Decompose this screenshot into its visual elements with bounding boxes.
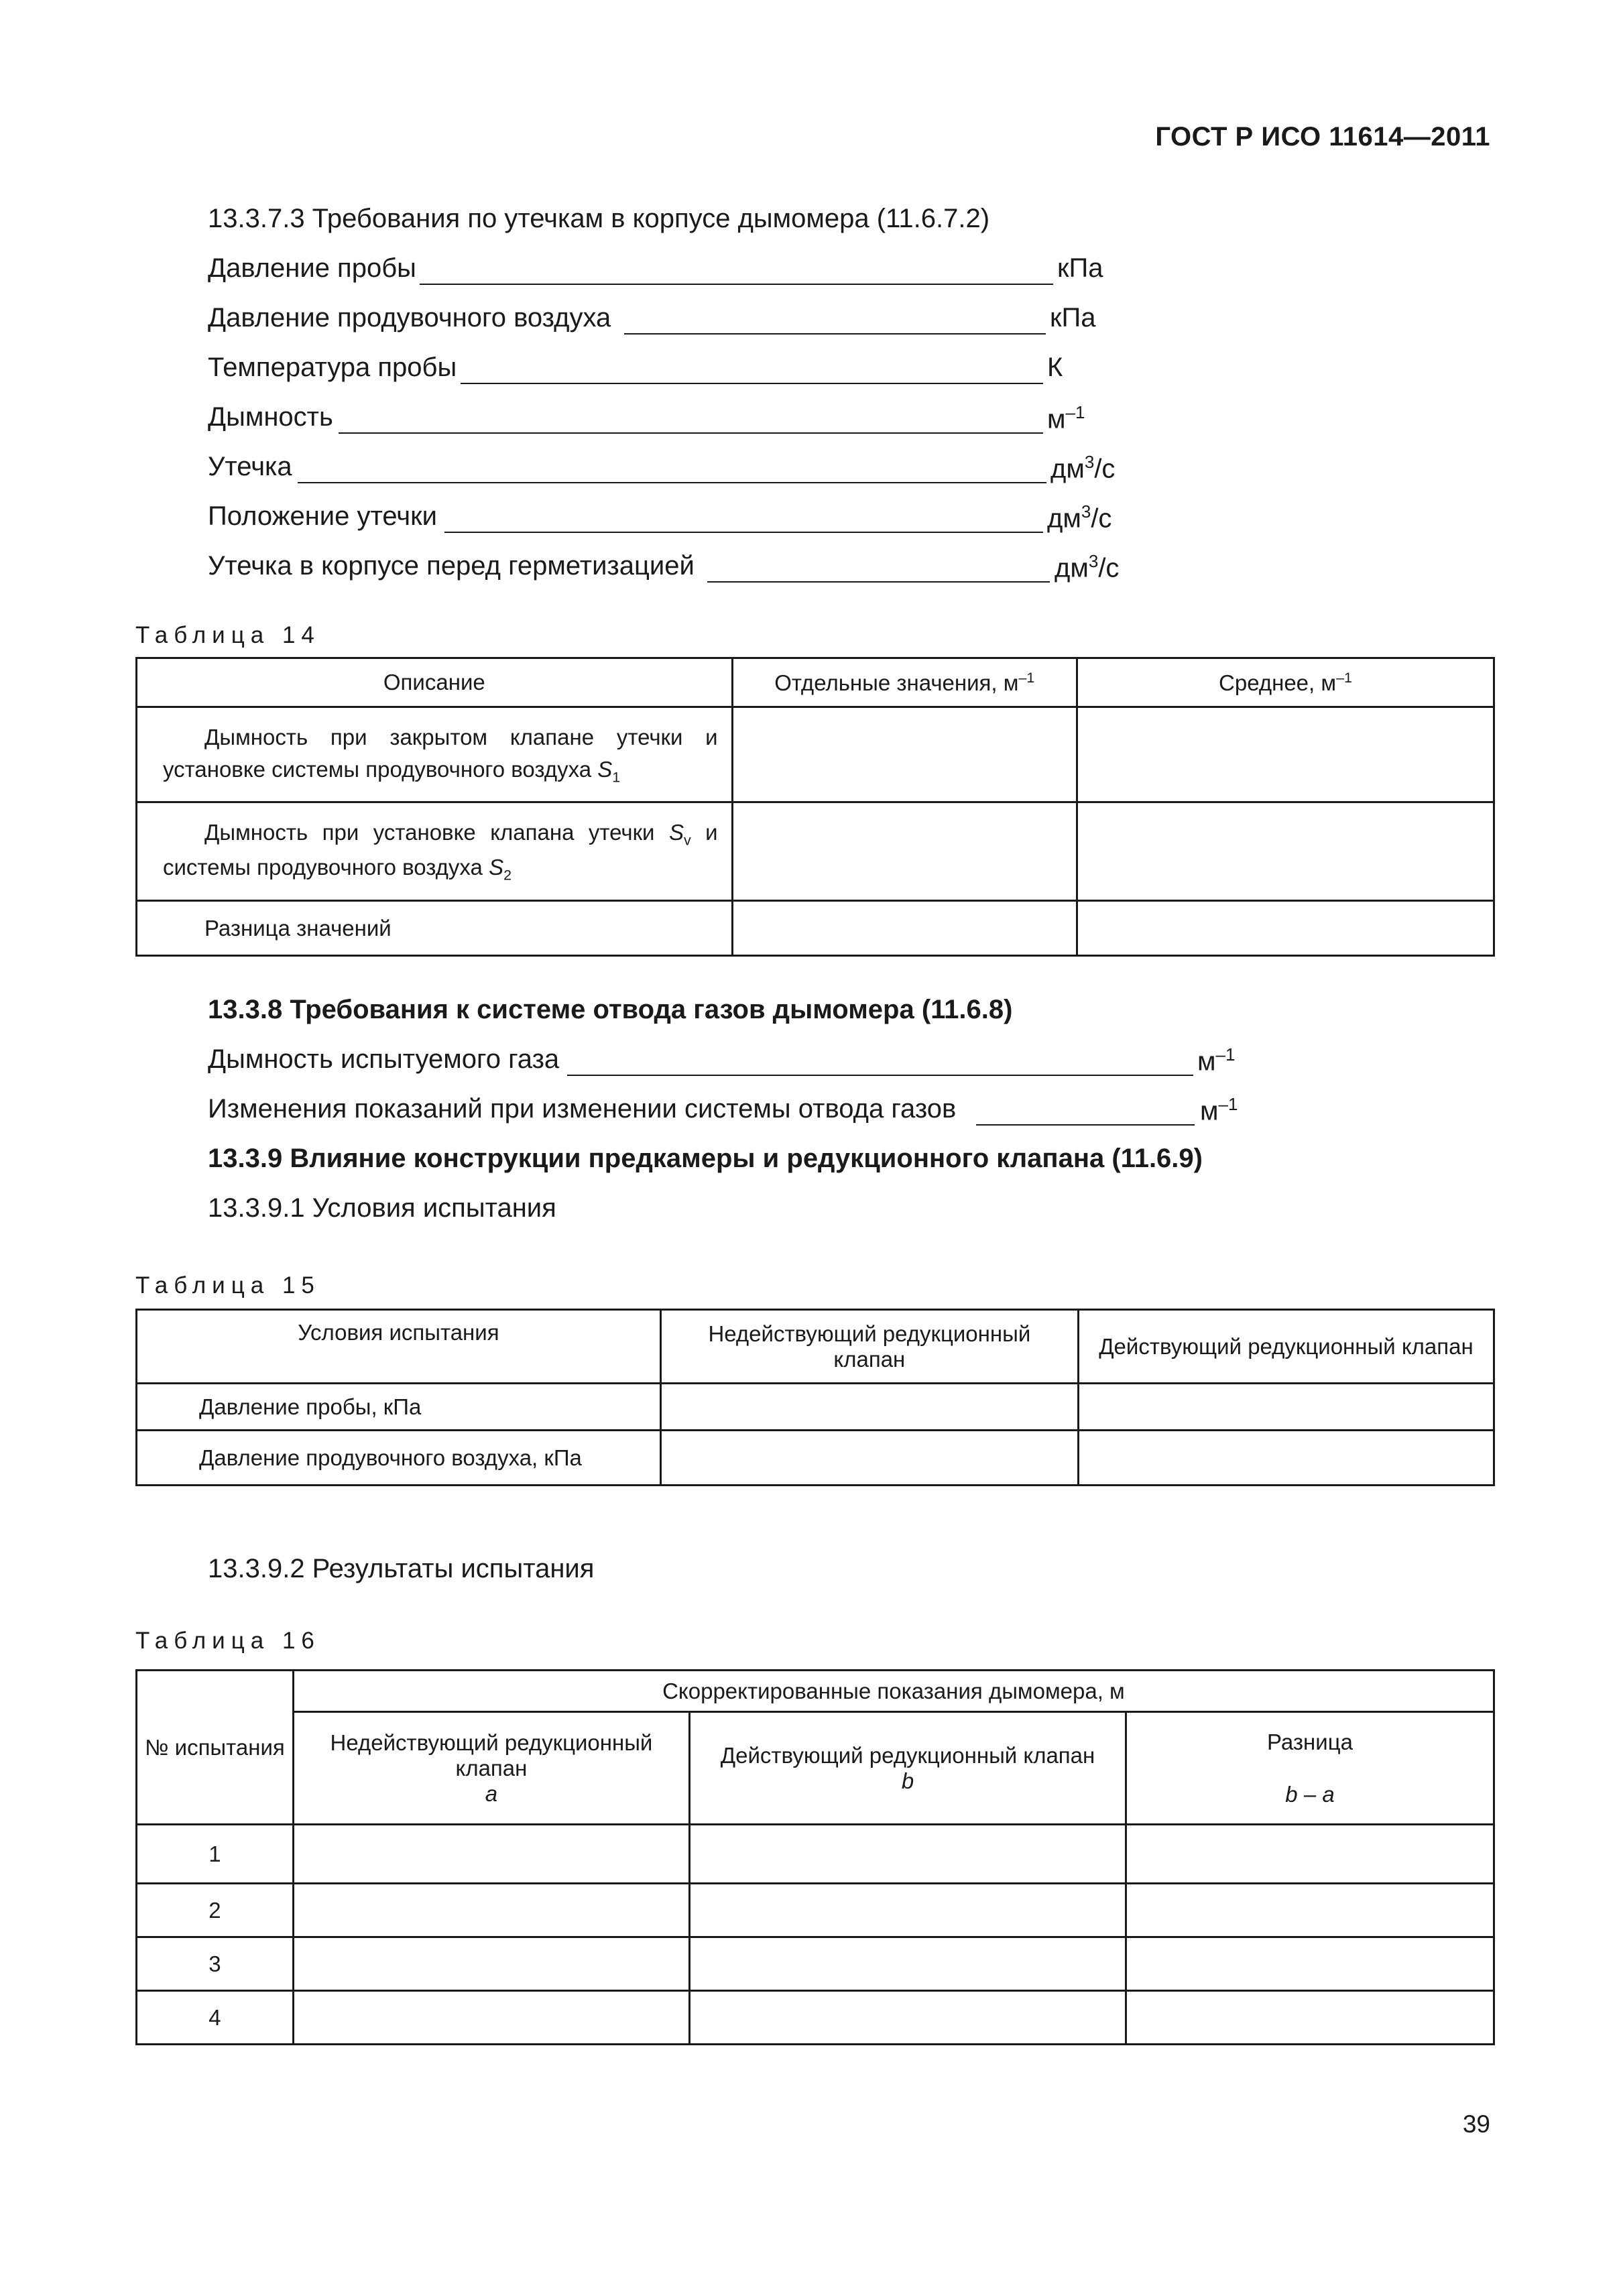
field-label-opacity: Дымность xyxy=(208,402,333,432)
table-15-header-row xyxy=(137,1310,1494,1384)
table-16-row-number: 1 xyxy=(137,1825,294,1884)
table-14-header-row xyxy=(137,658,1494,707)
table-15-header-conditions: Условия испытания xyxy=(137,1310,661,1384)
table-15-header-active: Действующий редукционный клапан xyxy=(1078,1310,1494,1384)
table-16-cell[interactable] xyxy=(1126,1937,1494,1991)
table-row xyxy=(137,1884,1494,1937)
table-16-cell[interactable] xyxy=(690,1991,1126,2045)
table-16-cell[interactable] xyxy=(690,1937,1126,1991)
table-row xyxy=(137,802,1494,901)
fill-line-purge-air-pressure[interactable] xyxy=(624,333,1046,335)
table-14-row-1-mean-cell[interactable] xyxy=(1077,707,1494,802)
table-14-row-3-individual-cell[interactable] xyxy=(732,901,1077,956)
field-label-leak: Утечка xyxy=(208,452,292,481)
table-14-row-3-mean-cell[interactable] xyxy=(1077,901,1494,956)
table-16-header-active: Действующий редукционный клапан b xyxy=(690,1712,1126,1825)
table-16-header-row-1 xyxy=(137,1671,1494,1712)
fill-line-exhaust-change[interactable] xyxy=(976,1124,1195,1126)
table-14-row-1-individual-cell[interactable] xyxy=(732,707,1077,802)
unit-sample-pressure: кПа xyxy=(1057,253,1103,283)
field-label-sample-temperature: Температура пробы xyxy=(208,353,457,382)
table-14-row-2-mean-cell[interactable] xyxy=(1077,802,1494,901)
field-label-exhaust-change: Изменения показаний при изменении системы отвода газов xyxy=(208,1094,957,1124)
table-15-row-2-active-cell[interactable] xyxy=(1078,1431,1494,1486)
table-14 xyxy=(135,657,1495,957)
table-16-cell[interactable] xyxy=(690,1825,1126,1884)
section-13-3-9-1-title: 13.3.9.1 Условия испытания xyxy=(208,1193,556,1223)
table-16-cell[interactable] xyxy=(1126,1991,1494,2045)
field-label-sample-pressure: Давление пробы xyxy=(208,253,416,283)
table-15-row-2-inactive-cell[interactable] xyxy=(660,1431,1078,1486)
fill-line-sample-temperature[interactable] xyxy=(461,383,1043,384)
section-13-3-9-title: 13.3.9 Влияние конструкции предкамеры и редукционного клапана (11.6.9) xyxy=(208,1144,1203,1173)
table-row xyxy=(137,901,1494,956)
section-13-3-7-3-title: 13.3.7.3 Требования по утечкам в корпусе дымомера (11.6.7.2) xyxy=(208,204,990,233)
table-14-header-mean: Среднее, $м^{-1}$ xyxy=(1077,658,1494,707)
table-16-row-number: 4 xyxy=(137,1991,294,2045)
table-16-cell[interactable] xyxy=(1126,1825,1494,1884)
section-13-3-8-title: 13.3.8 Требования к системе отвода газов дымомера (11.6.8) xyxy=(208,995,1013,1024)
table-row xyxy=(137,1384,1494,1431)
unit-sample-temperature: К xyxy=(1047,353,1063,382)
table-16 xyxy=(135,1669,1495,2045)
table-16-cell[interactable] xyxy=(1126,1884,1494,1937)
fill-line-leak-position[interactable] xyxy=(444,532,1043,533)
fill-line-opacity[interactable] xyxy=(339,432,1043,434)
table-16-cell[interactable] xyxy=(690,1884,1126,1937)
unit-leak-position: $дм^3/с$ xyxy=(1047,501,1112,534)
unit-purge-air-pressure: кПа xyxy=(1050,303,1096,333)
table-16-header-row-2 xyxy=(137,1712,1494,1825)
fill-line-test-gas-opacity[interactable] xyxy=(567,1075,1193,1076)
table-16-row-number: 2 xyxy=(137,1884,294,1937)
table-row xyxy=(137,1431,1494,1486)
page-number: 39 xyxy=(1462,2110,1490,2138)
table-16-header-group: Скорректированные показания дымомера, м xyxy=(293,1671,1494,1712)
table-15 xyxy=(135,1309,1495,1486)
table-15-row-1-label: Давление пробы, кПа xyxy=(137,1384,661,1431)
table-14-header-description: Описание xyxy=(137,658,733,707)
table-row xyxy=(137,1825,1494,1884)
table-15-row-1-active-cell[interactable] xyxy=(1078,1384,1494,1431)
table-16-header-inactive: Недействующий редукционный клапан a xyxy=(293,1712,689,1825)
fill-line-leak[interactable] xyxy=(298,482,1046,483)
field-label-test-gas-opacity: Дымность испытуемого газа xyxy=(208,1044,560,1074)
table-16-cell[interactable] xyxy=(293,1937,689,1991)
table-14-row-2-description: Дымность при установке клапана утечки $S_v$ и системы продувочного воздуха $S_2$ xyxy=(137,802,733,901)
unit-test-gas-opacity: $м^{-1}$ xyxy=(1197,1044,1236,1077)
field-label-leak-position: Положение утечки xyxy=(208,501,437,531)
section-13-3-9-2-title: 13.3.9.2 Результаты испытания xyxy=(208,1554,595,1583)
table-14-caption: Таблица 14 xyxy=(135,622,320,648)
table-16-header-difference: Разница b – a xyxy=(1126,1712,1494,1825)
fill-line-leak-before-sealing[interactable] xyxy=(707,581,1050,583)
unit-leak-before-sealing: $дм^3/с$ xyxy=(1055,551,1120,583)
table-15-caption: Таблица 15 xyxy=(135,1272,320,1298)
table-16-header-test-number: № испытания xyxy=(137,1671,294,1825)
table-14-header-individual: Отдельные значения, $м^{-1}$ xyxy=(732,658,1077,707)
fill-line-sample-pressure[interactable] xyxy=(420,284,1053,285)
table-16-cell[interactable] xyxy=(293,1991,689,2045)
field-label-leak-before-sealing: Утечка в корпусе перед герметизацией xyxy=(208,551,695,581)
table-16-cell[interactable] xyxy=(293,1884,689,1937)
table-14-row-1-description: Дымность при закрытом клапане утечки и установке системы продувочного воздуха $S_1$ xyxy=(137,707,733,802)
table-row xyxy=(137,707,1494,802)
table-14-row-2-individual-cell[interactable] xyxy=(732,802,1077,901)
table-16-caption: Таблица 16 xyxy=(135,1628,320,1654)
unit-exhaust-change: $м^{-1}$ xyxy=(1200,1094,1238,1126)
table-14-row-3-description: Разница значений xyxy=(137,901,733,956)
unit-opacity: $м^{-1}$ xyxy=(1047,402,1085,434)
document-header: ГОСТ Р ИСО 11614—2011 xyxy=(1155,122,1490,152)
unit-leak: $дм^3/с$ xyxy=(1050,452,1116,484)
table-row xyxy=(137,1937,1494,1991)
table-15-row-1-inactive-cell[interactable] xyxy=(660,1384,1078,1431)
field-label-purge-air-pressure: Давление продувочного воздуха xyxy=(208,303,611,333)
table-16-cell[interactable] xyxy=(293,1825,689,1884)
table-15-row-2-label: Давление продувочного воздуха, кПа xyxy=(137,1431,661,1486)
table-row xyxy=(137,1991,1494,2045)
table-15-header-inactive: Недействующий редукционный клапан xyxy=(660,1310,1078,1384)
table-16-row-number: 3 xyxy=(137,1937,294,1991)
